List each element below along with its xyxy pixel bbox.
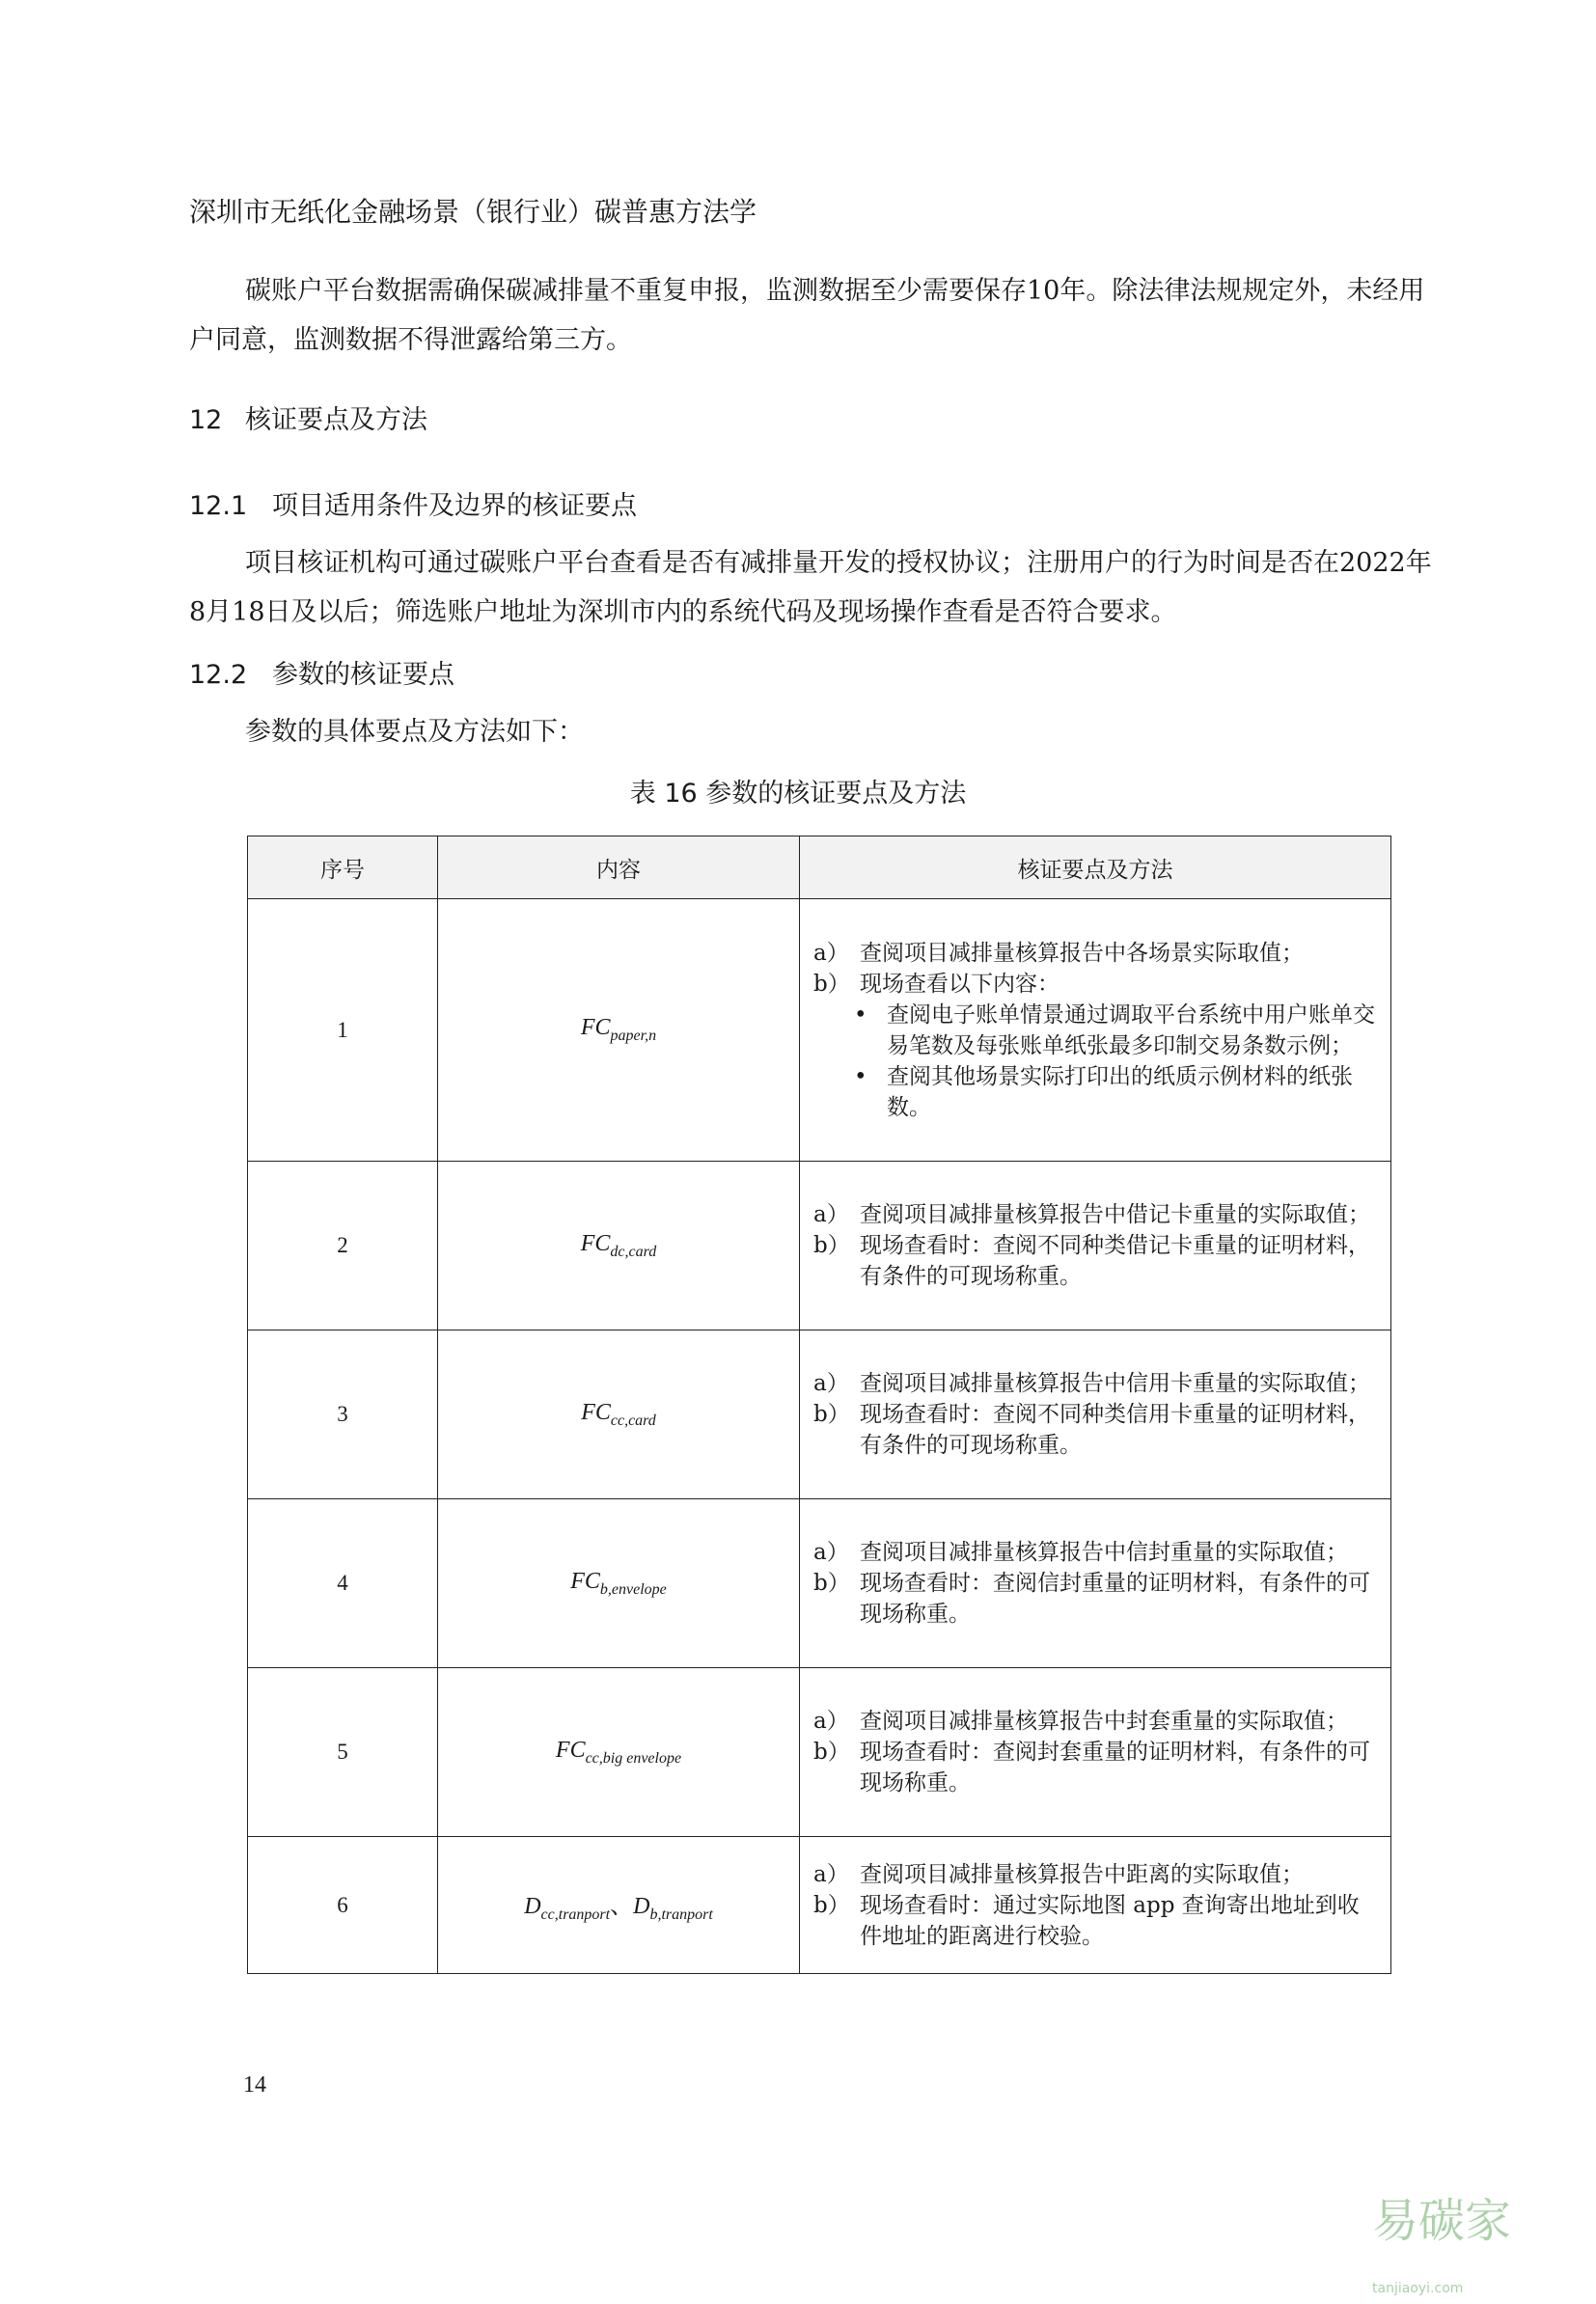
parameters-table [247,836,1391,1974]
paragraph-parameters-intro: 参数的具体要点及方法如下： [245,717,584,747]
section-number: 12.1 [189,491,248,521]
list-item: b） 现场查看时：查阅不同种类信用卡重量的证明材料，有条件的可现场称重。 [813,1402,1370,1458]
table-header-row [248,837,1391,899]
table-row [248,1330,1391,1499]
parameter-symbol: $FC_{cc,big envelope}$ [438,1668,800,1837]
table-row [248,1499,1391,1668]
row-index: 6 [248,1837,438,1974]
parameter-symbol: $FC_{paper,n}$ [438,899,800,1162]
list-item: a） 查阅项目减排量核算报告中借记卡重量的实际取值； [813,1202,1370,1227]
section-number: 12 [189,405,223,435]
column-header-content: 内容 [438,837,800,899]
column-header-methods: 核证要点及方法 [800,837,1391,899]
watermark-logo: 易碳家tanjiaoyi.com [1372,2194,1512,2296]
row-index: 1 [248,899,438,1162]
bullet-item: • 查阅其他场景实际打印出的纸质示例材料的纸张数。 [813,1061,1377,1123]
verification-methods [800,1668,1391,1837]
parameter-symbol: $FC_{cc,card}$ [438,1330,800,1499]
table-row [248,1162,1391,1330]
list-item: b） 现场查看时：查阅不同种类借记卡重量的证明材料，有条件的可现场称重。 [813,1233,1370,1289]
list-item: a） 查阅项目减排量核算报告中封套重量的实际取值； [813,1709,1348,1734]
list-item: b） 现场查看以下内容： [813,971,1059,997]
table-caption: 表 16 参数的核证要点及方法 [629,779,967,809]
document-header: 深圳市无纸化金融场景（银行业）碳普惠方法学 [189,196,757,228]
list-item: a） 查阅项目减排量核算报告中信封重量的实际取值； [813,1540,1348,1565]
list-item: b） 现场查看时：通过实际地图 app 查询寄出地址到收件地址的距离进行校验。 [813,1892,1360,1949]
row-index: 3 [248,1330,438,1499]
table-row [248,899,1391,1162]
list-item: b） 现场查看时：查阅信封重量的证明材料，有条件的可现场称重。 [813,1571,1370,1627]
list-item: a） 查阅项目减排量核算报告中各场景实际取值； [813,940,1304,966]
section-title: 核证要点及方法 [245,405,427,435]
verification-methods [800,1162,1391,1330]
bullet-icon: • [854,1001,867,1028]
section-12-heading [189,398,427,436]
bullet-item: • 查阅电子账单情景通过调取平台系统中用户账单交易笔数及每张账单纸张最多印制交易条数示例； [813,1000,1377,1061]
column-header-index: 序号 [248,837,438,899]
verification-methods [800,1330,1391,1499]
verification-methods [800,1837,1391,1974]
list-item: a） 查阅项目减排量核算报告中信用卡重量的实际取值； [813,1371,1370,1396]
section-12-1-heading [189,484,637,522]
parameter-symbol: $FC_{dc,card}$ [438,1162,800,1330]
bullet-icon: • [854,1063,867,1089]
row-index: 2 [248,1162,438,1330]
verification-methods [800,899,1391,1162]
paragraph-verification-conditions: 项目核证机构可通过碳账户平台查看是否有减排量开发的授权协议；注册用户的行为时间是否在2022年8月18日及以后；筛选账户地址为深圳市内的系统代码及现场操作查看是否符合要求。 [189,548,1432,627]
table-row [248,1837,1391,1974]
page-number: 14 [243,2072,266,2098]
paragraph-data-retention: 碳账户平台数据需确保碳减排量不重复申报，监测数据至少需要保存10年。除法律法规规定外，未经用户同意，监测数据不得泄露给第三方。 [189,276,1425,355]
table-row [248,1668,1391,1837]
row-index: 5 [248,1668,438,1837]
list-item: a） 查阅项目减排量核算报告中距离的实际取值； [813,1861,1304,1887]
section-title: 参数的核证要点 [272,660,454,690]
section-12-2-heading [189,653,454,691]
section-title: 项目适用条件及边界的核证要点 [272,491,637,521]
verification-methods [800,1499,1391,1668]
parameter-symbol: $D_{cc,tranport}$、$D_{b,tranport}$ [438,1837,800,1974]
section-number: 12.2 [189,660,248,690]
parameter-symbol: $FC_{b,envelope}$ [438,1499,800,1668]
row-index: 4 [248,1499,438,1668]
list-item: b） 现场查看时：查阅封套重量的证明材料，有条件的可现场称重。 [813,1740,1370,1796]
